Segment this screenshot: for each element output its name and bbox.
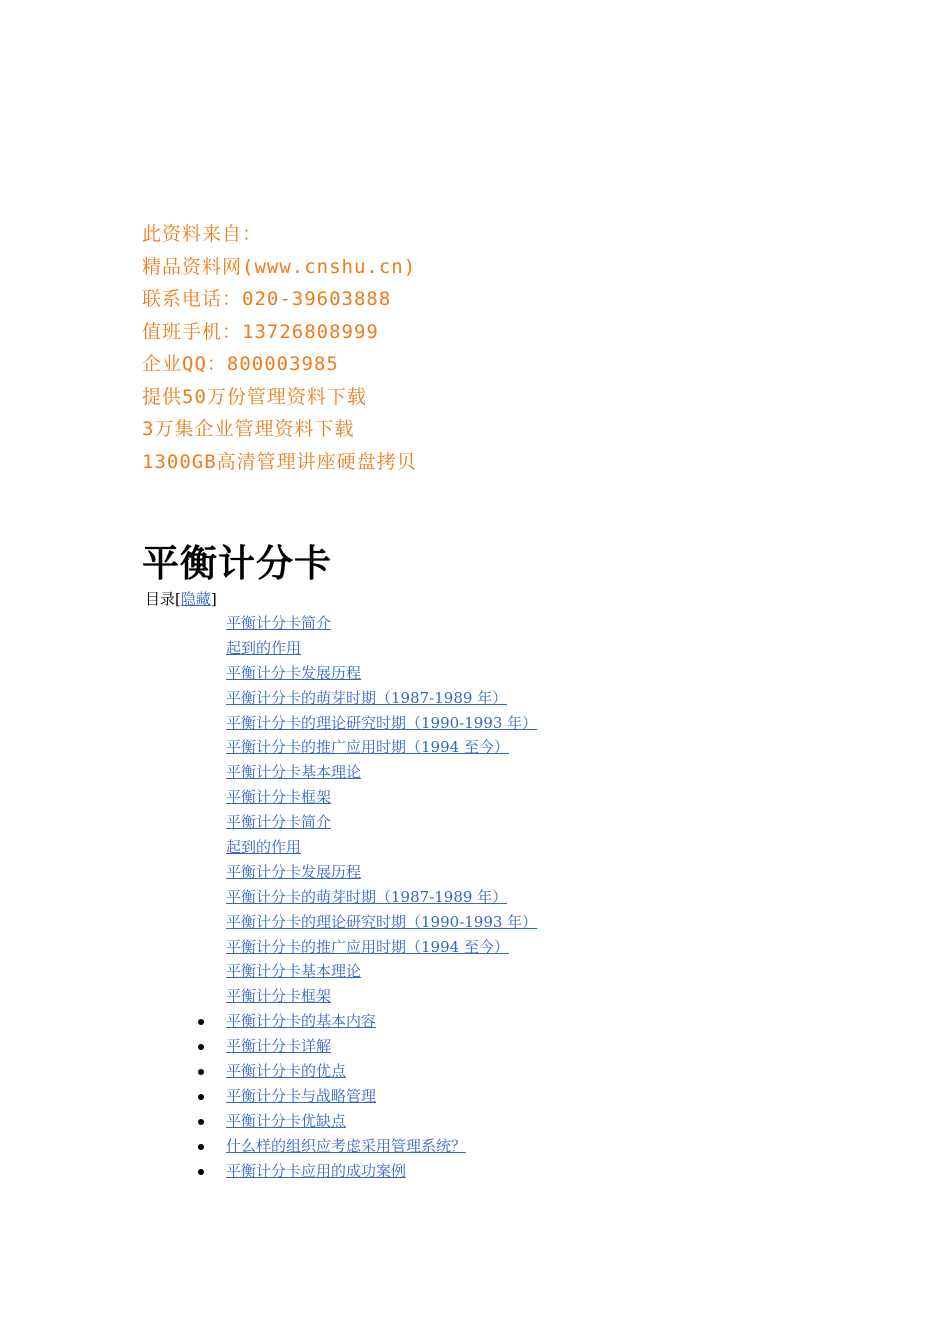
toc-link[interactable]: 平衡计分卡框架 bbox=[226, 987, 332, 1006]
promo-line: 值班手机：13726808999 bbox=[142, 320, 379, 343]
bullet-icon bbox=[198, 1119, 204, 1125]
toc-link[interactable]: 平衡计分卡与战略管理 bbox=[226, 1086, 377, 1105]
toc-link[interactable]: 平衡计分卡应用的成功案例 bbox=[226, 1161, 407, 1180]
promo-line: 1300GB高清管理讲座硬盘拷贝 bbox=[142, 450, 417, 473]
toc-hide-link[interactable]: 隐藏 bbox=[180, 590, 211, 608]
toc-header bbox=[145, 588, 217, 610]
promo-line: 提供50万份管理资料下载 bbox=[142, 385, 367, 408]
toc-bracket-open: [ bbox=[175, 590, 181, 608]
toc-link[interactable]: 平衡计分卡的优点 bbox=[226, 1062, 347, 1081]
toc-link[interactable]: 平衡计分卡的推广应用时期（1994 至今） bbox=[226, 937, 509, 956]
toc-link[interactable]: 平衡计分卡的萌芽时期（1987-1989 年） bbox=[226, 688, 508, 707]
promo-line: 企业QQ：800003985 bbox=[142, 353, 339, 375]
toc-link[interactable]: 平衡计分卡简介 bbox=[226, 614, 332, 632]
promo-line: 联系电话：020-39603888 bbox=[142, 288, 392, 310]
promo-line: 精品资料网(www.cnshu.cn) bbox=[142, 255, 417, 278]
bullet-icon bbox=[198, 1044, 204, 1050]
toc-label: 目录 bbox=[145, 590, 176, 608]
toc-link[interactable]: 平衡计分卡简介 bbox=[226, 813, 332, 832]
toc-link[interactable]: 平衡计分卡的推广应用时期（1994 至今） bbox=[226, 738, 509, 757]
bullet-icon bbox=[198, 1144, 204, 1150]
promo-line: 此资料来自： bbox=[142, 223, 263, 245]
toc-link[interactable]: 平衡计分卡框架 bbox=[226, 788, 332, 807]
toc-link[interactable]: 起到的作用 bbox=[226, 838, 302, 857]
toc-link[interactable]: 平衡计分卡基本理论 bbox=[226, 962, 362, 981]
bullet-icon bbox=[198, 1094, 204, 1100]
toc-link[interactable]: 平衡计分卡优缺点 bbox=[226, 1111, 347, 1130]
toc-link[interactable]: 平衡计分卡的理论研究时期（1990-1993 年） bbox=[226, 912, 538, 931]
toc-link[interactable]: 平衡计分卡基本理论 bbox=[226, 763, 362, 782]
bullet-icon bbox=[198, 1069, 204, 1075]
toc-link[interactable]: 平衡计分卡详解 bbox=[226, 1037, 332, 1056]
toc-link[interactable]: 平衡计分卡的萌芽时期（1987-1989 年） bbox=[226, 887, 508, 906]
toc-link[interactable]: 起到的作用 bbox=[226, 638, 302, 657]
bullet-icon bbox=[198, 1019, 204, 1025]
toc-link[interactable]: 什么样的组织应考虑采用管理系统？ bbox=[226, 1136, 467, 1155]
toc-link[interactable]: 平衡计分卡发展历程 bbox=[226, 862, 362, 881]
toc-link[interactable]: 平衡计分卡的理论研究时期（1990-1993 年） bbox=[226, 713, 538, 732]
toc-bracket-close: ] bbox=[210, 590, 217, 608]
page-title: 平衡计分卡 bbox=[142, 542, 332, 585]
toc-link[interactable]: 平衡计分卡的基本内容 bbox=[226, 1012, 377, 1031]
promo-block bbox=[142, 218, 417, 478]
toc-link[interactable]: 平衡计分卡发展历程 bbox=[226, 663, 362, 682]
promo-line: 3万集企业管理资料下载 bbox=[142, 418, 355, 440]
bullet-icon bbox=[198, 1169, 204, 1175]
